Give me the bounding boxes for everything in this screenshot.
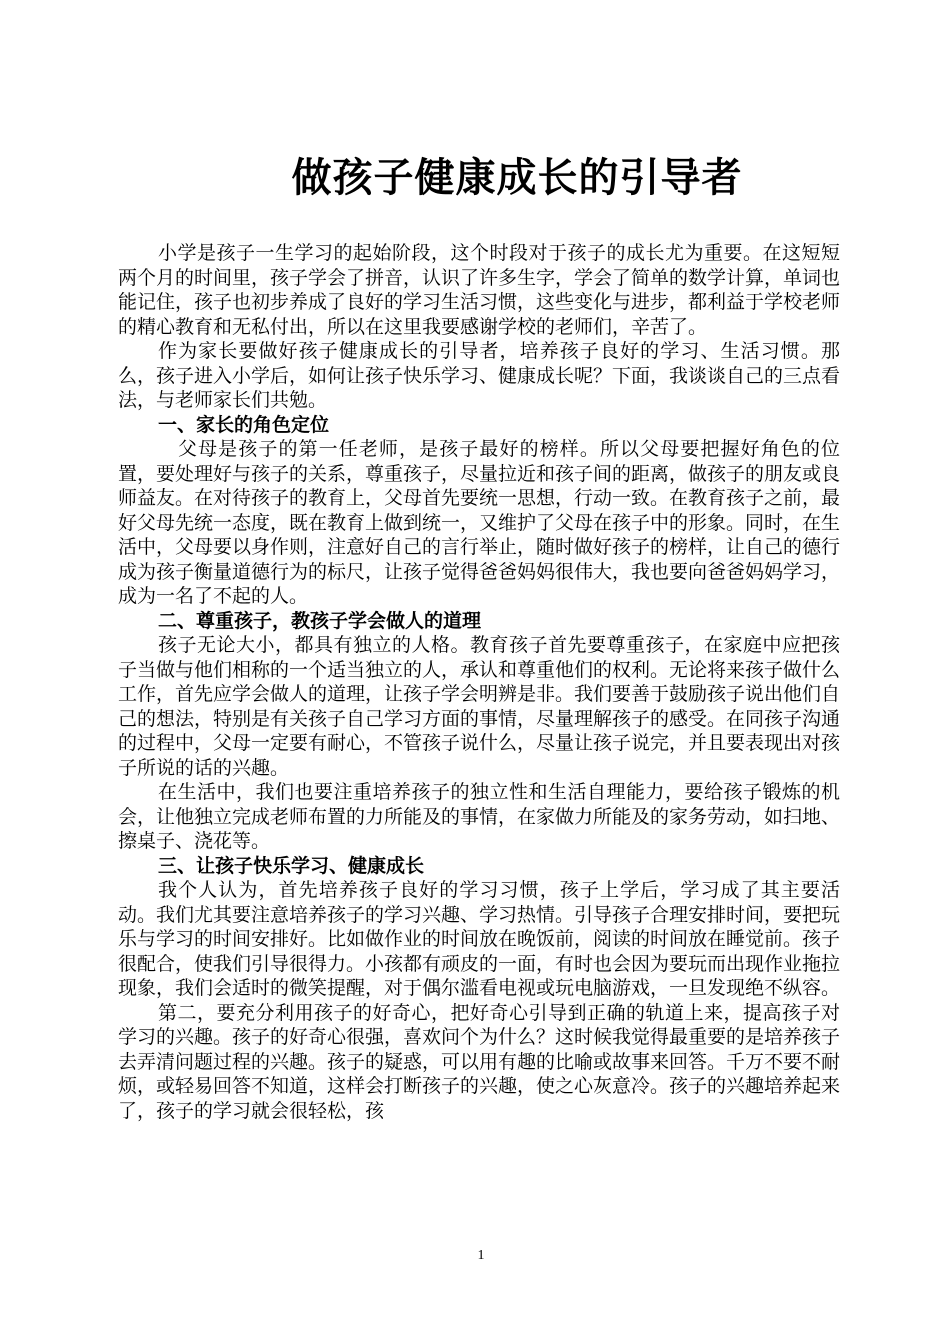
document-title: 做孩子健康成长的引导者 bbox=[291, 155, 743, 201]
paragraph: 第二，要充分利用孩子的好奇心，把好奇心引导到正确的轨道上来，提高孩子对学习的兴趣。孩子的好奇心很强，喜欢问个为什么？这时候我觉得最重要的是培养孩子去弄清问题过程的兴趣。孩子的疑惑，可以用有趣的比喻或故事来回答。千万不要不耐烦，或轻易回答不知道，这样会打断孩子的兴趣，使之心灰意冷。孩子的兴趣培养起来了，孩子的学习就会很轻松，孩 bbox=[118, 1001, 841, 1122]
paragraph: 小学是孩子一生学习的起始阶段，这个时段对于孩子的成长尤为重要。在这短短两个月的时间里，孩子学会了拼音，认识了许多生字，学会了简单的数学计算，单词也能记住，孩子也初步养成了良好的学习生活习惯，这些变化与进步，都利益于学校老师的精心教育和无私付出，所以在这里我要感谢学校的老师们，辛苦了。 bbox=[118, 242, 841, 338]
section-heading: 一、家长的角色定位 bbox=[158, 413, 330, 436]
paragraph: 在生活中，我们也要注重培养孩子的独立性和生活自理能力，要给孩子锻炼的机会，让他独立完成老师布置的力所能及的事情，在家做力所能及的家务劳动，如扫地、擦桌子、浇花等。 bbox=[118, 781, 841, 852]
paragraph: 我个人认为，首先培养孩子良好的学习习惯，孩子上学后，学习成了其主要活动。我们尤其要注意培养孩子的学习兴趣、学习热情。引导孩子合理安排时间，要把玩乐与学习的时间安排好。比如做作业的时间放在晚饭前，阅读的时间放在睡觉前。孩子很配合，使我们引导很得力。小孩都有顽皮的一面，有时也会因为要玩而出现作业拖拉现象，我们会适时的微笑提醒，对于偶尔滥看电视或玩电脑游戏，一旦发现绝不纵容。 bbox=[118, 879, 841, 999]
document-page bbox=[118, 0, 840, 1344]
paragraph: 父母是孩子的第一任老师，是孩子最好的榜样。所以父母要把握好角色的位置，要处理好与孩子的关系，尊重孩子，尽量拉近和孩子间的距离，做孩子的朋友或良师益友。在对待孩子的教育上，父母首先要统一思想，行动一致。在教育孩子之前，最好父母先统一态度，既在教育上做到统一，又维护了父母在孩子中的形象。同时，在生活中，父母要以身作则，注意好自己的言行举止，随时做好孩子的榜样，让自己的德行成为孩子衡量道德行为的标尺，让孩子觉得爸爸妈妈很伟大，我也要向爸爸妈妈学习，成为一名了不起的人。 bbox=[118, 438, 841, 607]
paragraph: 孩子无论大小，都具有独立的人格。教育孩子首先要尊重孩子，在家庭中应把孩子当做与他们相称的一个适当独立的人，承认和尊重他们的权利。无论将来孩子做什么工作，首先应学会做人的道理，让孩子学会明辨是非。我们要善于鼓励孩子说出他们自己的想法，特别是有关孩子自己学习方面的事情，尽量理解孩子的感受。在同孩子沟通的过程中，父母一定要有耐心，不管孩子说什么，尽量让孩子说完，并且要表现出对孩子所说的话的兴趣。 bbox=[118, 634, 841, 779]
section-heading: 三、让孩子快乐学习、健康成长 bbox=[158, 854, 425, 877]
page-number: 1 bbox=[477, 1248, 485, 1263]
document-body bbox=[118, 241, 840, 1123]
paragraph: 作为家长要做好孩子健康成长的引导者，培养孩子良好的学习、生活习惯。那么，孩子进入小学后，如何让孩子快乐学习、健康成长呢？下面，我谈谈自己的三点看法，与老师家长们共勉。 bbox=[118, 340, 841, 411]
section-heading: 二、尊重孩子，教孩子学会做人的道理 bbox=[158, 609, 482, 632]
